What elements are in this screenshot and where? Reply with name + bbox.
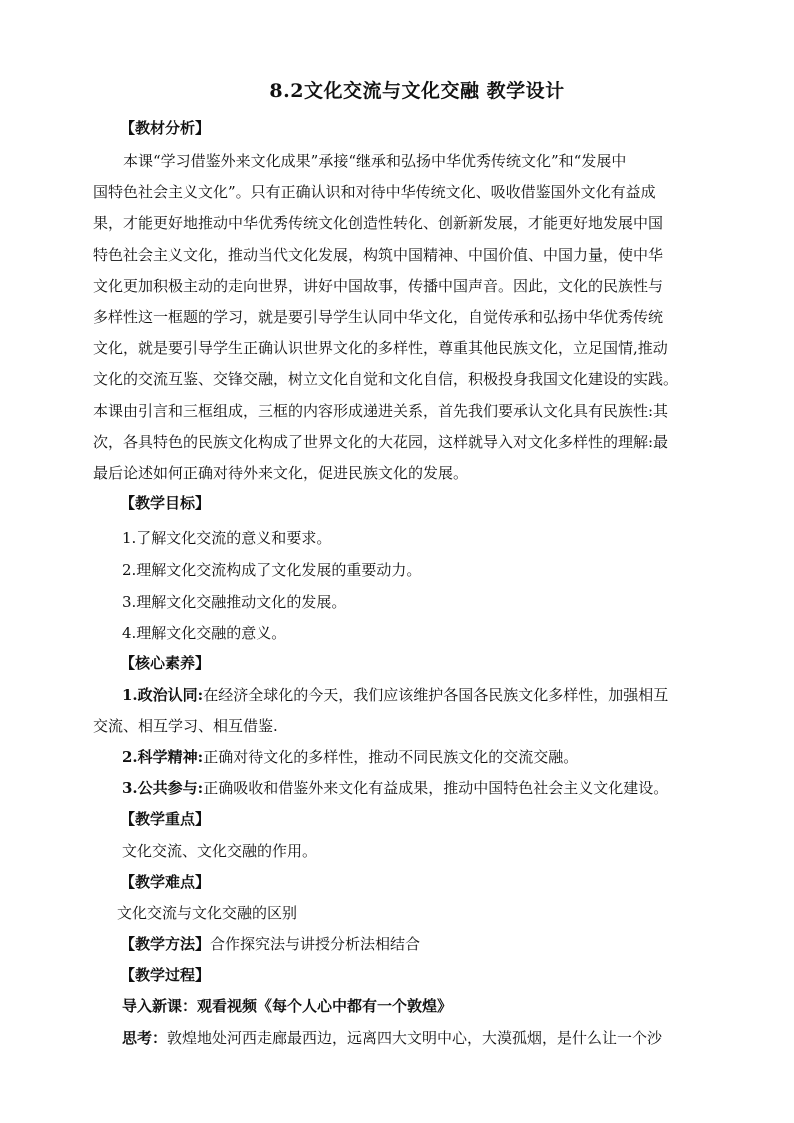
literacy-label: 2.科学精神:: [122, 748, 204, 766]
heading-process: 【教学过程】: [120, 966, 211, 984]
analysis-paragraph: [93, 146, 703, 489]
goal-item: 4.理解文化交融的意义。: [122, 624, 287, 642]
literacy-text: 在经济全球化的今天，我们应该维护各国各民族文化多样性，加强相互: [203, 686, 669, 704]
goal-item: 2.理解文化交流构成了文化发展的重要动力。: [122, 561, 422, 579]
analysis-line: 文化，就是要引导学生正确认识世界文化的多样性，尊重其他民族文化，立足国情,推动: [93, 339, 668, 358]
goal-item: 3.理解文化交融推动文化的发展。: [122, 593, 347, 611]
literacy-item: [93, 716, 278, 736]
literacy-label: 1.政治认同:: [122, 686, 204, 704]
document-title: 8.2文化交流与文化交融 教学设计: [269, 80, 565, 102]
literacy-item: [122, 685, 668, 705]
heading-method: 【教学方法】: [120, 935, 211, 953]
analysis-line: 次，各具特色的民族文化构成了世界文化的大花园，这样就导入对文化多样性的理解:最: [93, 432, 669, 451]
literacy-text: 正确对待文化的多样性，推动不同民族文化的交流交融。: [203, 748, 579, 766]
think-label: 思考：: [122, 1029, 168, 1047]
heading-literacy: 【核心素养】: [120, 654, 211, 672]
analysis-line: 本课由引言和三框组成，三框的内容形成递进关系，首先我们要承认文化具有民族性:其: [93, 401, 669, 420]
literacy-label: 3.公共参与:: [122, 779, 204, 797]
heading-analysis: 【教材分析】: [120, 119, 211, 137]
analysis-line: 最后论述如何正确对待外来文化，促进民族文化的发展。: [93, 464, 469, 483]
difficulty-text: 文化交流与文化交融的区别: [117, 904, 298, 922]
key-text: 文化交流、文化交融的作用。: [122, 842, 318, 860]
literacy-text: 交流、相互学习、相互借鉴.: [93, 717, 278, 735]
analysis-line: 多样性这一框题的学习，就是要引导学生认同中华文化，自觉传承和弘扬中华优秀传统: [93, 308, 664, 327]
heading-key: 【教学重点】: [120, 810, 211, 828]
analysis-line: 特色社会主义文化，推动当代文化发展，构筑中国精神、中国价值、中国力量，使中华: [93, 245, 664, 264]
intro-line: 导入新课：观看视频《每个人心中都有一个敦煌》: [122, 997, 453, 1015]
heading-difficulty: 【教学难点】: [120, 873, 211, 891]
analysis-line: 文化的交流互鉴、交锋交融，树立文化自觉和文化自信，积极投身我国文化建设的实践。: [93, 370, 679, 389]
method-line: [120, 934, 420, 954]
method-text: 合作探究法与讲授分析法相结合: [210, 935, 421, 953]
think-line: [122, 1028, 662, 1048]
analysis-line: 国特色社会主义文化”。只有正确认识和对待中华传统文化、吸收借鉴国外文化有益成: [93, 183, 656, 202]
literacy-item: [122, 747, 578, 767]
literacy-item: [122, 778, 668, 798]
heading-goals: 【教学目标】: [120, 494, 211, 512]
analysis-line: 文化更加积极主动的走向世界，讲好中国故事，传播中国声音。因此，文化的民族性与: [93, 276, 664, 295]
goal-item: 1.了解文化交流的意义和要求。: [122, 529, 332, 547]
analysis-line: 本课“学习借鉴外来文化成果”承接“继承和弘扬中华优秀传统文化”和“发展中: [123, 152, 627, 170]
think-text: 敦煌地处河西走廊最西边，远离四大文明中心，大漠孤烟，是什么让一个沙: [167, 1029, 663, 1047]
literacy-text: 正确吸收和借鉴外来文化有益成果，推动中国特色社会主义文化建设。: [203, 779, 669, 797]
analysis-line: 果，才能更好地推动中华优秀传统文化创造性转化、创新新发展，才能更好地发展中国: [93, 214, 664, 233]
